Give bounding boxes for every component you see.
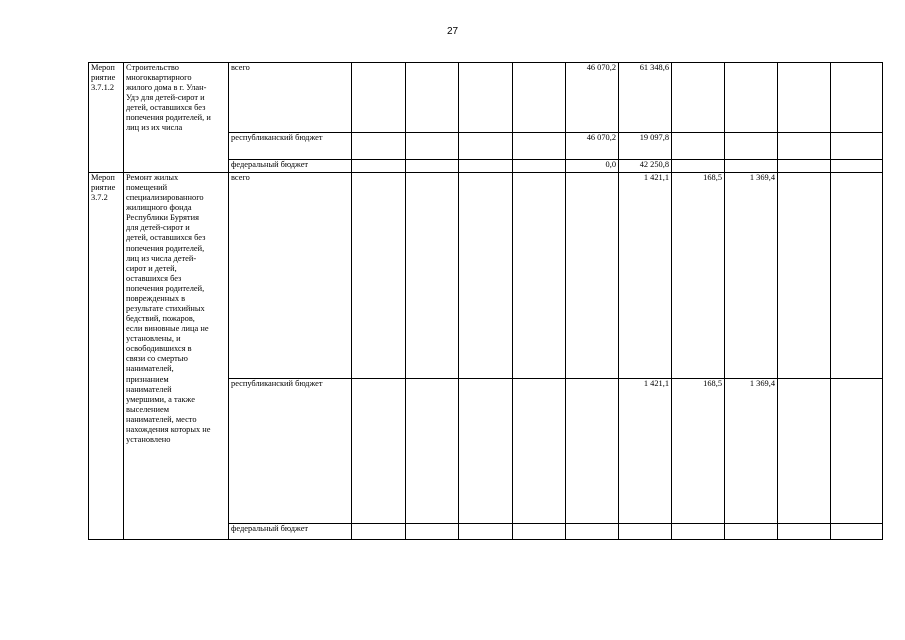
funding-source-cell: республиканский бюджет (229, 133, 352, 160)
amount-cell (831, 379, 883, 524)
funding-source-cell: республиканский бюджет (229, 379, 352, 524)
amount-cell (459, 63, 513, 133)
amount-cell (778, 379, 831, 524)
amount-cell (459, 379, 513, 524)
amount-cell (566, 379, 619, 524)
activity-name-cell: Ремонт жилых помещений специализированного жилищного фонда Республики Бурятия для детей-сирот и детей, оставшихся без попечения родителей, лиц из числа детей- сирот и детей, оставшихся без попечения родителей, поврежденных в результате стихийных бедствий, пожаров, если виновные лица не установлены, и освободившихся в связи со смертью нанимателей, признанием нанимателей умершими, а также выселением нанимателей, место нахождения которых не установлено (124, 173, 229, 540)
amount-cell: 1 421,1 (619, 379, 672, 524)
amount-cell: 19 097,8 (619, 133, 672, 160)
amount-cell (352, 379, 406, 524)
amount-cell (406, 173, 459, 379)
amount-cell: 1 369,4 (725, 173, 778, 379)
amount-cell: 42 250,8 (619, 160, 672, 173)
amount-cell (513, 379, 566, 524)
amount-cell (352, 160, 406, 173)
amount-cell (566, 173, 619, 379)
amount-cell: 168,5 (672, 379, 725, 524)
funding-source-cell: всего (229, 173, 352, 379)
amount-cell: 61 348,6 (619, 63, 672, 133)
amount-cell (459, 524, 513, 540)
amount-cell (831, 173, 883, 379)
amount-cell (831, 63, 883, 133)
funding-source-cell: всего (229, 63, 352, 133)
amount-cell: 46 070,2 (566, 133, 619, 160)
amount-cell (725, 63, 778, 133)
amount-cell (406, 160, 459, 173)
amount-cell (672, 133, 725, 160)
funding-source-cell: федеральный бюджет (229, 160, 352, 173)
funding-source-cell: федеральный бюджет (229, 524, 352, 540)
activity-code-cell: Мероп риятие 3.7.2 (89, 173, 124, 540)
amount-cell (406, 63, 459, 133)
amount-cell (406, 524, 459, 540)
amount-cell (352, 524, 406, 540)
amount-cell (513, 63, 566, 133)
amount-cell (352, 63, 406, 133)
amount-cell (513, 133, 566, 160)
amount-cell (778, 63, 831, 133)
amount-cell (459, 160, 513, 173)
amount-cell (513, 160, 566, 173)
table-row (89, 173, 883, 379)
amount-cell (778, 160, 831, 173)
amount-cell: 168,5 (672, 173, 725, 379)
table-row (89, 63, 883, 133)
budget-table (88, 62, 883, 540)
amount-cell (619, 524, 672, 540)
amount-cell (513, 524, 566, 540)
amount-cell: 46 070,2 (566, 63, 619, 133)
amount-cell (778, 133, 831, 160)
page-number: 27 (446, 26, 459, 37)
amount-cell (406, 379, 459, 524)
amount-cell (566, 524, 619, 540)
amount-cell (459, 173, 513, 379)
activity-code-cell: Мероп риятие 3.7.1.2 (89, 63, 124, 173)
amount-cell (513, 173, 566, 379)
amount-cell (672, 524, 725, 540)
amount-cell (352, 173, 406, 379)
amount-cell: 1 369,4 (725, 379, 778, 524)
amount-cell (725, 133, 778, 160)
amount-cell (406, 133, 459, 160)
amount-cell: 1 421,1 (619, 173, 672, 379)
amount-cell (352, 133, 406, 160)
amount-cell (725, 160, 778, 173)
amount-cell: 0,0 (566, 160, 619, 173)
amount-cell (831, 133, 883, 160)
activity-name-cell: Строительство многоквартирного жилого дома в г. Улан- Удэ для детей-сирот и детей, оставшихся без попечения родителей, и лиц из их числа (124, 63, 229, 173)
amount-cell (778, 173, 831, 379)
amount-cell (672, 63, 725, 133)
amount-cell (459, 133, 513, 160)
amount-cell (831, 160, 883, 173)
amount-cell (831, 524, 883, 540)
amount-cell (725, 524, 778, 540)
amount-cell (672, 160, 725, 173)
amount-cell (778, 524, 831, 540)
